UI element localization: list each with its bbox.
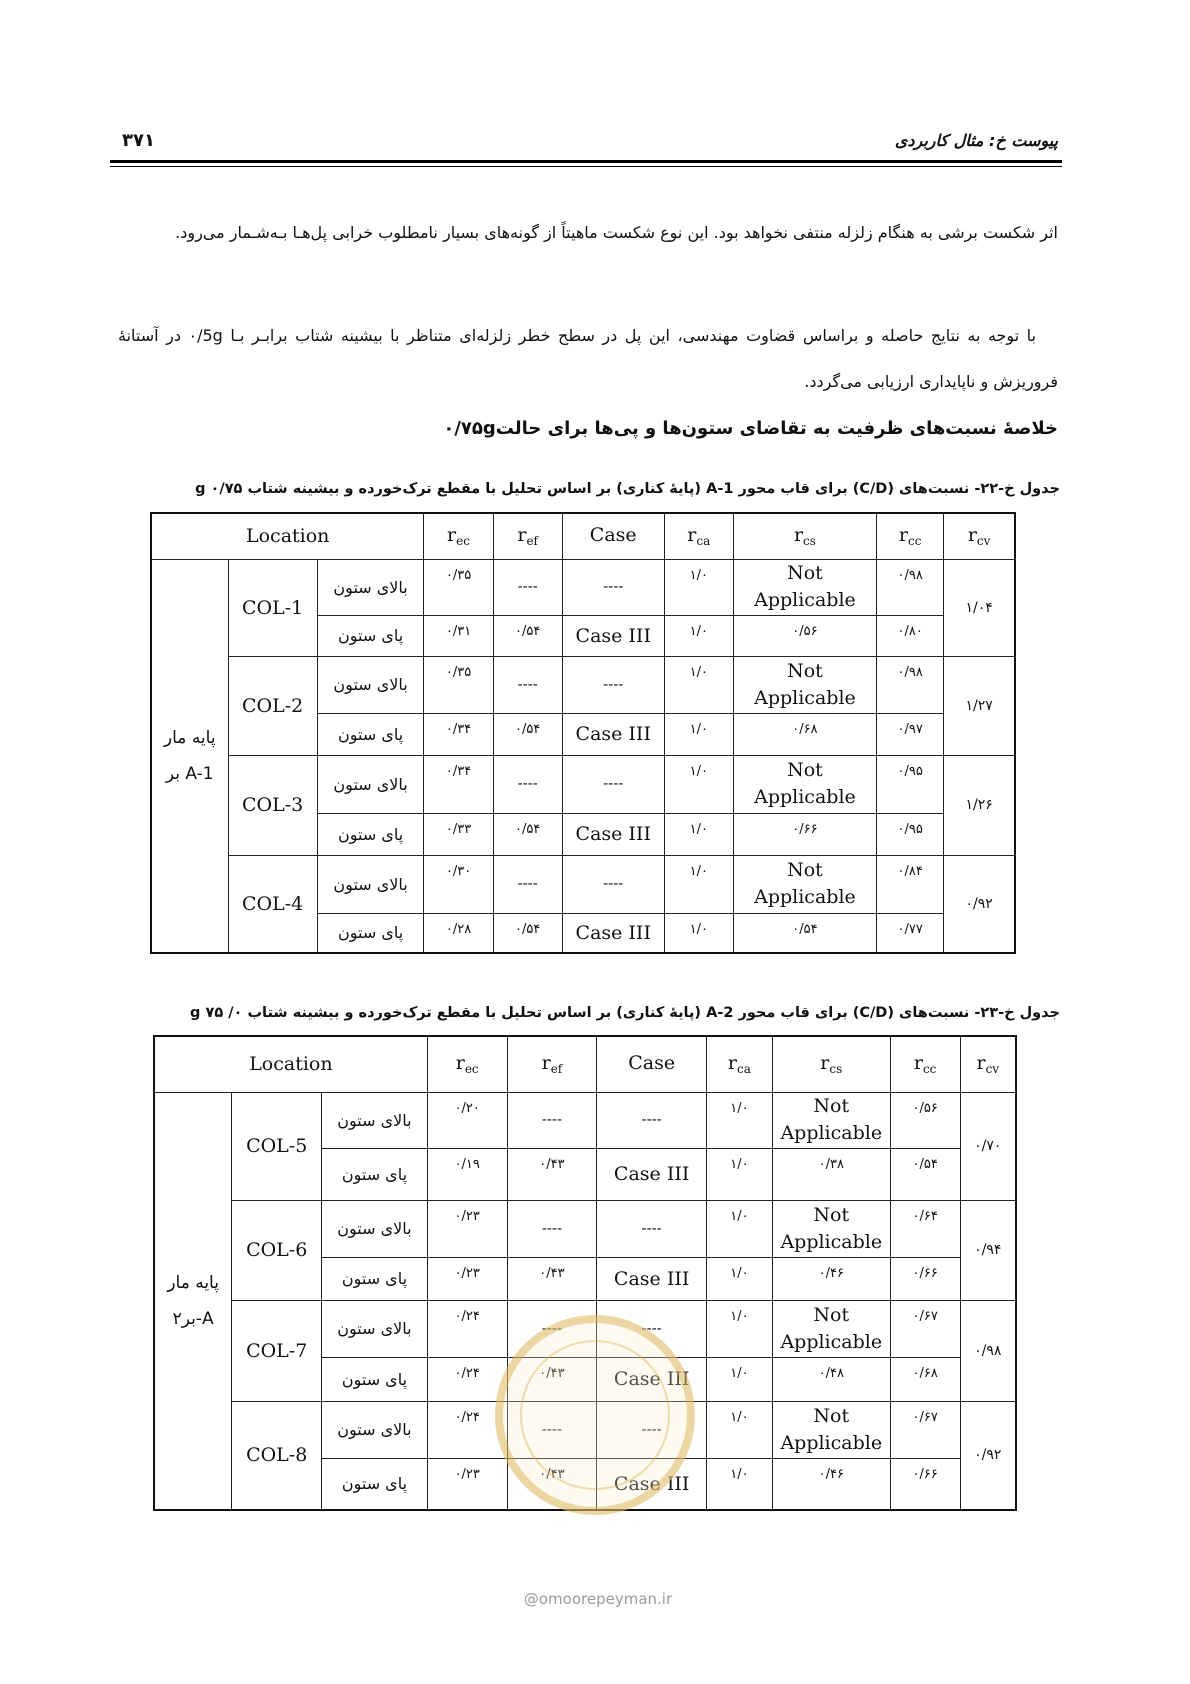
r-cs — [733, 559, 876, 615]
position-bottom: پای ستون — [322, 1257, 428, 1300]
r-ef: ---- — [493, 559, 562, 615]
r-cs-line2: Applicable — [754, 886, 856, 908]
header-cell — [877, 513, 944, 559]
case: ---- — [597, 1200, 707, 1257]
r-ca: ۱/۰ — [664, 855, 733, 913]
r-cc: ۰/۶۷ — [890, 1401, 960, 1458]
body-paragraph: با توجه به نتایج حاصله و براساس قضاوت مهندسی، این پل در سطح خطر زلزله‌ای متناظر با بیشینه شتاب برابـر بـا ۰/5g در آستانهٔ فروریزش و ناپایداری ارزیابی می‌گردد. — [118, 326, 1058, 391]
case: ---- — [562, 755, 664, 813]
r-ef: ۰/۵۴ — [493, 913, 562, 953]
position-top: بالای ستون — [322, 1092, 428, 1148]
r-cs: ۰/۴۶ — [772, 1458, 890, 1510]
pier-label — [154, 1092, 232, 1510]
header-cell — [890, 1036, 960, 1092]
column-name: COL-1 — [228, 559, 317, 656]
r-ec: ۰/۳۵ — [424, 656, 493, 713]
r-cs — [733, 755, 876, 813]
r-ec: ۰/۲۳ — [427, 1200, 507, 1257]
r-cc: ۰/۶۶ — [890, 1257, 960, 1300]
r-cs-line1: Not — [787, 859, 823, 881]
header-label: r — [541, 1052, 551, 1075]
r-cc: ۰/۶۴ — [890, 1200, 960, 1257]
header-label: r — [687, 524, 697, 547]
header-rule-thin — [110, 166, 1062, 167]
header-label: r — [517, 524, 527, 547]
r-cs-line1: Not — [813, 1404, 850, 1427]
r-cc: ۰/۵۶ — [890, 1092, 960, 1148]
r-ef: ---- — [493, 656, 562, 713]
r-cc: ۰/۸۴ — [877, 855, 944, 913]
r-ef: ---- — [507, 1401, 597, 1458]
header-label: r — [820, 1052, 830, 1075]
r-ca: ۱/۰ — [707, 1257, 773, 1300]
header-label: r — [913, 1052, 923, 1075]
r-cc: ۰/۶۶ — [890, 1458, 960, 1510]
r-ec: ۰/۲۴ — [427, 1401, 507, 1458]
r-ef: ---- — [493, 855, 562, 913]
r-cs-line1: Not — [787, 659, 823, 682]
column-name: COL-7 — [232, 1300, 322, 1401]
case: ---- — [562, 656, 664, 713]
case: Case III — [597, 1257, 707, 1300]
r-cv: ۰/۷۰ — [960, 1092, 1016, 1200]
r-ec: ۰/۳۰ — [424, 855, 493, 913]
r-cv: ۰/۹۴ — [960, 1200, 1016, 1300]
position-bottom: پای ستون — [317, 813, 424, 855]
r-cs — [772, 1092, 890, 1148]
header-cell — [562, 513, 664, 559]
r-ca: ۱/۰ — [664, 559, 733, 615]
header-cell — [960, 1036, 1016, 1092]
r-ef: ۰/۵۴ — [493, 713, 562, 755]
r-cs: ۰/۵۴ — [733, 913, 876, 953]
r-cc: ۰/۶۷ — [890, 1300, 960, 1357]
column-name: COL-6 — [232, 1200, 322, 1300]
header-label: r — [967, 524, 977, 547]
case: ---- — [562, 855, 664, 913]
header-label: r — [727, 1052, 738, 1075]
pier-label-line2: بر۲-A — [172, 1308, 214, 1329]
header-subscript: ec — [464, 1062, 479, 1077]
r-ca: ۱/۰ — [664, 913, 733, 953]
case: Case III — [597, 1148, 707, 1200]
r-cc: ۰/۸۰ — [877, 615, 944, 656]
r-cc: ۰/۹۸ — [877, 559, 944, 615]
r-cs-line2: Applicable — [780, 1122, 883, 1144]
column-name: COL-5 — [232, 1092, 322, 1200]
case: Case III — [562, 813, 664, 855]
r-cs-line1: Not — [787, 759, 823, 781]
r-cs: ۰/۶۶ — [733, 813, 876, 855]
r-ec: ۰/۳۴ — [424, 755, 493, 813]
position-top: بالای ستون — [322, 1401, 428, 1458]
r-ca: ۱/۰ — [664, 656, 733, 713]
header-cell — [944, 513, 1015, 559]
r-cv: ۱/۲۶ — [944, 755, 1015, 855]
r-ca: ۱/۰ — [707, 1300, 773, 1357]
header-subscript: cc — [907, 534, 922, 549]
header-subscript: cs — [803, 534, 816, 549]
pier-label-line1: پایه مار — [167, 1272, 219, 1293]
r-cv: ۰/۹۲ — [960, 1401, 1016, 1510]
r-ec: ۰/۱۹ — [427, 1148, 507, 1200]
header-subscript: cs — [829, 1062, 843, 1077]
header-subscript: cv — [976, 534, 991, 549]
r-cs: ۰/۶۸ — [733, 713, 876, 755]
column-name: COL-2 — [228, 656, 317, 755]
section-heading: خلاصهٔ نسبت‌های ظرفیت به تقاضای ستون‌ها و پی‌ها برای حالت‌۰/۷۵g — [443, 418, 1058, 439]
position-bottom: پای ستون — [322, 1458, 428, 1510]
r-cc: ۰/۹۸ — [877, 656, 944, 713]
header-cell — [493, 513, 562, 559]
position-top: بالای ستون — [317, 559, 424, 615]
r-ca: ۱/۰ — [664, 615, 733, 656]
pier-label-line1: پایه مار — [163, 727, 216, 748]
r-ec: ۰/۲۸ — [424, 913, 493, 953]
r-cs-line2: Applicable — [754, 589, 856, 611]
r-ca: ۱/۰ — [707, 1148, 773, 1200]
r-cs-line1: Not — [813, 1203, 850, 1226]
header-location: Location — [151, 513, 424, 559]
pier-label-line2: بر A-1 — [165, 763, 214, 784]
header-cell — [664, 513, 733, 559]
r-ca: ۱/۰ — [707, 1092, 773, 1148]
r-ec: ۰/۲۳ — [427, 1257, 507, 1300]
watermark-text: @omoorepeyman.ir — [523, 1590, 673, 1608]
r-ec: ۰/۳۵ — [424, 559, 493, 615]
r-cs: ۰/۳۸ — [772, 1148, 890, 1200]
header-rule — [110, 160, 1062, 163]
header-cell — [707, 1036, 773, 1092]
r-ec: ۰/۳۱ — [424, 615, 493, 656]
case: ---- — [597, 1092, 707, 1148]
r-ec: ۰/۲۳ — [427, 1458, 507, 1510]
header-label: r — [455, 1052, 465, 1075]
case: Case III — [562, 713, 664, 755]
r-ec: ۰/۲۰ — [427, 1092, 507, 1148]
header-cell — [507, 1036, 597, 1092]
header-subscript: ca — [696, 534, 711, 549]
header-cell — [597, 1036, 707, 1092]
header-subscript: cv — [985, 1062, 1000, 1077]
position-bottom: پای ستون — [317, 713, 424, 755]
r-ef: ۰/۵۴ — [493, 615, 562, 656]
r-cc: ۰/۶۸ — [890, 1357, 960, 1401]
r-cs: ۰/۴۶ — [772, 1257, 890, 1300]
case: ---- — [597, 1300, 707, 1357]
header-label: r — [898, 524, 908, 547]
header-subscript: cc — [922, 1062, 937, 1077]
position-bottom: پای ستون — [322, 1357, 428, 1401]
r-ec: ۰/۲۴ — [427, 1357, 507, 1401]
header-cell — [772, 1036, 890, 1092]
r-cs — [733, 656, 876, 713]
r-cs — [772, 1300, 890, 1357]
r-cc: ۰/۹۷ — [877, 713, 944, 755]
column-name: COL-8 — [232, 1401, 322, 1510]
r-ef: ---- — [507, 1300, 597, 1357]
position-top: بالای ستون — [317, 855, 424, 913]
position-bottom: پای ستون — [322, 1148, 428, 1200]
case: Case III — [597, 1458, 707, 1510]
position-bottom: پای ستون — [317, 913, 424, 953]
r-ec: ۰/۳۳ — [424, 813, 493, 855]
running-header-title: پیوست خ: مثال کاربردی — [894, 131, 1058, 150]
r-ef: ---- — [507, 1200, 597, 1257]
r-ca: ۱/۰ — [707, 1401, 773, 1458]
position-bottom: پای ستون — [317, 615, 424, 656]
r-ef: ۰/۴۳ — [507, 1357, 597, 1401]
r-cs-line2: Applicable — [780, 1230, 883, 1253]
header-label: r — [793, 524, 804, 547]
r-ef: ۰/۴۳ — [507, 1257, 597, 1300]
header-label: Case — [628, 1052, 676, 1075]
r-cv: ۰/۹۸ — [960, 1300, 1016, 1401]
header-label: Case — [589, 524, 637, 547]
page-number: ۳۷۱ — [122, 130, 155, 151]
body-paragraph: اثر شکست برشی به هنگام زلزله منتفی نخواهد بود. این نوع شکست ماهیتاً از گونه‌های بسیار نامطلوب خرابی پل‌هـا بـه‌شـمار می‌رود. — [175, 223, 1058, 242]
case: Case III — [562, 913, 664, 953]
position-top: بالای ستون — [322, 1200, 428, 1257]
r-cs — [772, 1401, 890, 1458]
r-ef: ۰/۴۳ — [507, 1458, 597, 1510]
pier-label — [151, 559, 228, 953]
r-ef: ۰/۵۴ — [493, 813, 562, 855]
header-subscript: ec — [456, 534, 470, 549]
r-ca: ۱/۰ — [707, 1200, 773, 1257]
position-top: بالای ستون — [317, 656, 424, 713]
r-cs-line2: Applicable — [780, 1330, 883, 1353]
r-cs-line1: Not — [813, 1095, 850, 1117]
header-label: r — [447, 524, 457, 547]
r-ca: ۱/۰ — [664, 813, 733, 855]
header-cell — [733, 513, 876, 559]
case: Case III — [562, 615, 664, 656]
r-cs: ۰/۵۶ — [733, 615, 876, 656]
r-cc: ۰/۹۵ — [877, 813, 944, 855]
r-cs-line1: Not — [787, 562, 823, 584]
r-ca: ۱/۰ — [664, 755, 733, 813]
r-cs-line2: Applicable — [754, 686, 856, 709]
r-ca: ۱/۰ — [664, 713, 733, 755]
r-ca: ۱/۰ — [707, 1357, 773, 1401]
r-cs: ۰/۴۸ — [772, 1357, 890, 1401]
r-ec: ۰/۳۴ — [424, 713, 493, 755]
table-caption: جدول خ-۲۲- نسبت‌های (C/D) برای قاب محور A-1 (پایهٔ کناری) بر اساس تحلیل با مقطع ترک‌خورده و بیشینه شتاب ۰/۷۵ g — [195, 481, 1060, 497]
case: Case III — [597, 1357, 707, 1401]
r-ef: ---- — [493, 755, 562, 813]
r-cs-line1: Not — [813, 1303, 850, 1326]
header-location: Location — [154, 1036, 427, 1092]
header-cell — [427, 1036, 507, 1092]
position-top: بالای ستون — [317, 755, 424, 813]
r-cv: ۱/۰۴ — [944, 559, 1015, 656]
r-cs — [772, 1200, 890, 1257]
capacity-demand-table — [150, 512, 1016, 954]
header-label: r — [976, 1052, 986, 1075]
r-ec: ۰/۲۴ — [427, 1300, 507, 1357]
r-ef: ---- — [507, 1092, 597, 1148]
case: ---- — [597, 1401, 707, 1458]
r-cs — [733, 855, 876, 913]
r-ef: ۰/۴۳ — [507, 1148, 597, 1200]
position-top: بالای ستون — [322, 1300, 428, 1357]
column-name: COL-4 — [228, 855, 317, 953]
header-subscript: ef — [526, 534, 538, 549]
r-cc: ۰/۹۵ — [877, 755, 944, 813]
header-subscript: ef — [550, 1062, 563, 1077]
table-caption: جدول خ-۲۳- نسبت‌های (C/D) برای قاب محور A-2 (پایهٔ کناری) بر اساس تحلیل با مقطع ترک‌خورده و بیشینه شتاب ۰/ ۷۵ g — [190, 1005, 1060, 1021]
r-cc: ۰/۵۴ — [890, 1148, 960, 1200]
r-cc: ۰/۷۷ — [877, 913, 944, 953]
r-cs-line2: Applicable — [754, 786, 856, 808]
r-cs-line2: Applicable — [780, 1431, 883, 1454]
column-name: COL-3 — [228, 755, 317, 855]
watermark-logo-inner — [520, 1340, 670, 1490]
r-ca: ۱/۰ — [707, 1458, 773, 1510]
header-subscript: ca — [737, 1062, 751, 1077]
r-cv: ۱/۲۷ — [944, 656, 1015, 755]
r-cv: ۰/۹۲ — [944, 855, 1015, 953]
case: ---- — [562, 559, 664, 615]
header-cell — [424, 513, 493, 559]
